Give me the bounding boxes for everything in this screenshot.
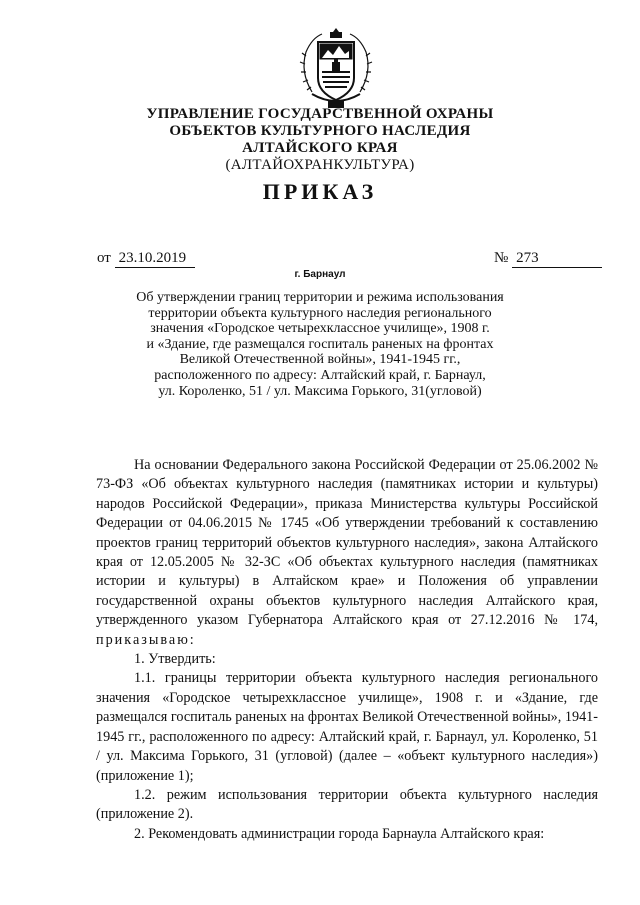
date-value: 23.10.2019 <box>115 250 195 268</box>
item-1-1: 1.1. границы территории объекта культурного наследия регионального значения «Городское четырехклассное училище», 1908 г. и «Здание, где размещался госпиталь раненых на фронтах Великой Отечественной войны», 1941-1945 гг., расположенного по адресу: Алтайский край, г. Барнаул, ул. Короленко, 51 / ул. Максима Горького, 31 (угловой) (далее – «объект культурного наследия») (приложение 1); <box>96 670 598 784</box>
item-1-2: 1.2. режим использования территории объекта культурного наследия (приложение 2). <box>96 786 598 823</box>
org-name-line-1: УПРАВЛЕНИЕ ГОСУДАРСТВЕННОЙ ОХРАНЫ <box>146 106 494 122</box>
subject-line: расположенного по адресу: Алтайский край, г. Барнаул, <box>154 367 486 383</box>
date-prefix: от <box>97 250 111 266</box>
order-word: приказываю: <box>96 631 196 648</box>
subject-line: Великой Отечественной войны», 1941-1945 гг., <box>179 352 461 368</box>
preamble-text: На основании Федерального закона Российской Федерации от 25.06.2002 № 73-ФЗ «Об объектах культурного наследия (памятниках истории и культуры) народов Российской Федерации», приказа Министерства культуры Российской Федерации от 04.06.2015 № 1745 «Об утверждении требований к составлению проектов границ территорий объектов культурного наследия», закона Алтайского края от 12.05.2005 № 32-ЗС «Об объектах культурного наследия (памятниках истории и культуры) в Алтайском крае» и Положения об управлении государственной охраны объектов культурного наследия Алтайского края, утвержденного указом Губернатора Алтайского края от 27.12.2016 № 174, <box>96 457 598 629</box>
org-name-line-3: АЛТАЙСКОГО КРАЯ <box>242 140 398 156</box>
subject-line: и «Здание, где размещался госпиталь раненых на фронтах <box>146 336 494 352</box>
subject-line: территории объекта культурного наследия регионального <box>148 305 492 321</box>
altai-krai-coat-of-arms-emblem <box>292 22 380 114</box>
number-prefix: № <box>494 250 509 266</box>
item-1: 1. Утвердить: <box>134 651 216 668</box>
order-date <box>97 250 195 268</box>
org-abbreviation: (АЛТАЙОХРАНКУЛЬТУРА) <box>225 157 415 173</box>
order-number <box>494 250 602 268</box>
document-type-title: ПРИКАЗ <box>262 179 378 204</box>
order-subject <box>100 290 540 399</box>
org-name-line-2: ОБЪЕКТОВ КУЛЬТУРНОГО НАСЛЕДИЯ <box>169 123 471 139</box>
subject-line: значения «Городское четырехклассное училище», 1908 г. <box>150 321 490 337</box>
number-value: 273 <box>512 250 602 268</box>
preamble-paragraph <box>96 456 598 650</box>
issuer-heading <box>60 106 580 174</box>
subject-line: Об утверждении границ территории и режима использования <box>136 290 504 305</box>
order-body <box>96 456 598 844</box>
item-2: 2. Рекомендовать администрации города Барнаула Алтайского края: <box>134 825 545 842</box>
subject-line: ул. Короленко, 51 / ул. Максима Горького, 31(угловой) <box>158 383 482 399</box>
issue-city: г. Барнаул <box>294 269 346 280</box>
